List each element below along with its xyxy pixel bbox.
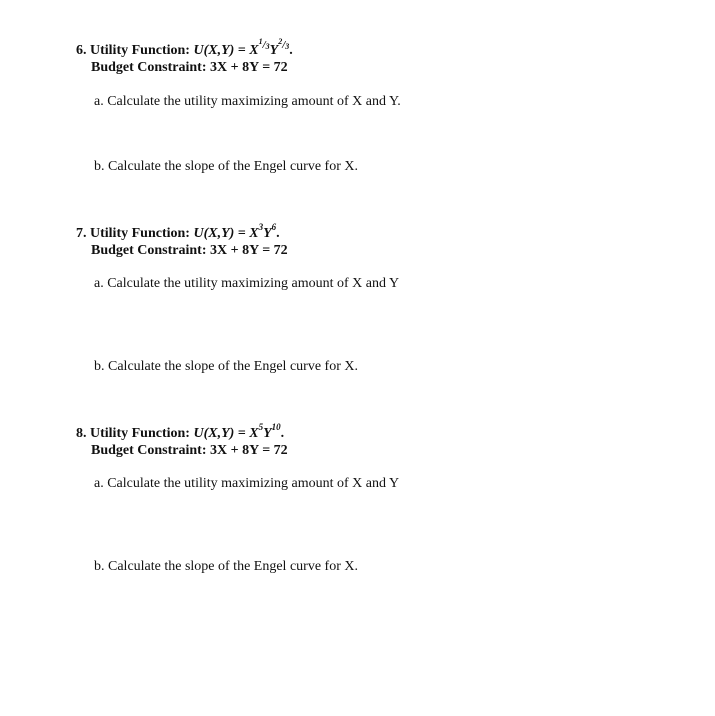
utility-function-line: [76, 37, 696, 59]
problem-6-part-b: b. Calculate the slope of the Engel curve for X.: [94, 159, 358, 174]
utility-lhs: U(X,Y) =: [193, 43, 246, 58]
utility-period: .: [289, 43, 293, 58]
utility-function-line: [76, 422, 696, 442]
problem-6-part-a: a. Calculate the utility maximizing amount of X and Y.: [94, 94, 401, 109]
problem-8-part-b: b. Calculate the slope of the Engel curve for X.: [94, 559, 358, 574]
budget-expression: 3X + 8Y = 72: [210, 443, 288, 458]
problem-number: 8.: [76, 426, 87, 441]
budget-constraint-line: [76, 242, 696, 259]
problem-7: [76, 222, 696, 259]
problem-7-part-b: b. Calculate the slope of the Engel curve for X.: [94, 359, 358, 374]
utility-expression: $X^{1/3}Y^{2/3}$: [249, 37, 290, 58]
problem-number: 6.: [76, 43, 87, 58]
utility-label: Utility Function:: [90, 226, 190, 241]
budget-expression: 3X + 8Y = 72: [210, 243, 288, 258]
utility-expression: $X^3Y^6$: [249, 222, 277, 241]
budget-label: Budget Constraint:: [91, 443, 207, 458]
utility-label: Utility Function:: [90, 426, 190, 441]
problem-number: 7.: [76, 226, 87, 241]
budget-label: Budget Constraint:: [91, 60, 207, 75]
budget-expression: 3X + 8Y = 72: [210, 60, 288, 75]
budget-constraint-line: [76, 442, 696, 459]
utility-label: Utility Function:: [90, 43, 190, 58]
problem-6: [76, 37, 696, 76]
utility-function-line: [76, 222, 696, 242]
problem-8: [76, 422, 696, 459]
budget-constraint-line: [76, 59, 696, 76]
problem-8-part-a: a. Calculate the utility maximizing amount of X and Y: [94, 476, 400, 491]
utility-lhs: U(X,Y) =: [193, 426, 246, 441]
budget-label: Budget Constraint:: [91, 243, 207, 258]
utility-lhs: U(X,Y) =: [193, 226, 246, 241]
utility-period: .: [276, 226, 280, 241]
utility-expression: $X^5Y^{10}$: [249, 422, 281, 441]
utility-period: .: [280, 426, 285, 441]
problem-7-part-a: a. Calculate the utility maximizing amount of X and Y: [94, 276, 400, 291]
